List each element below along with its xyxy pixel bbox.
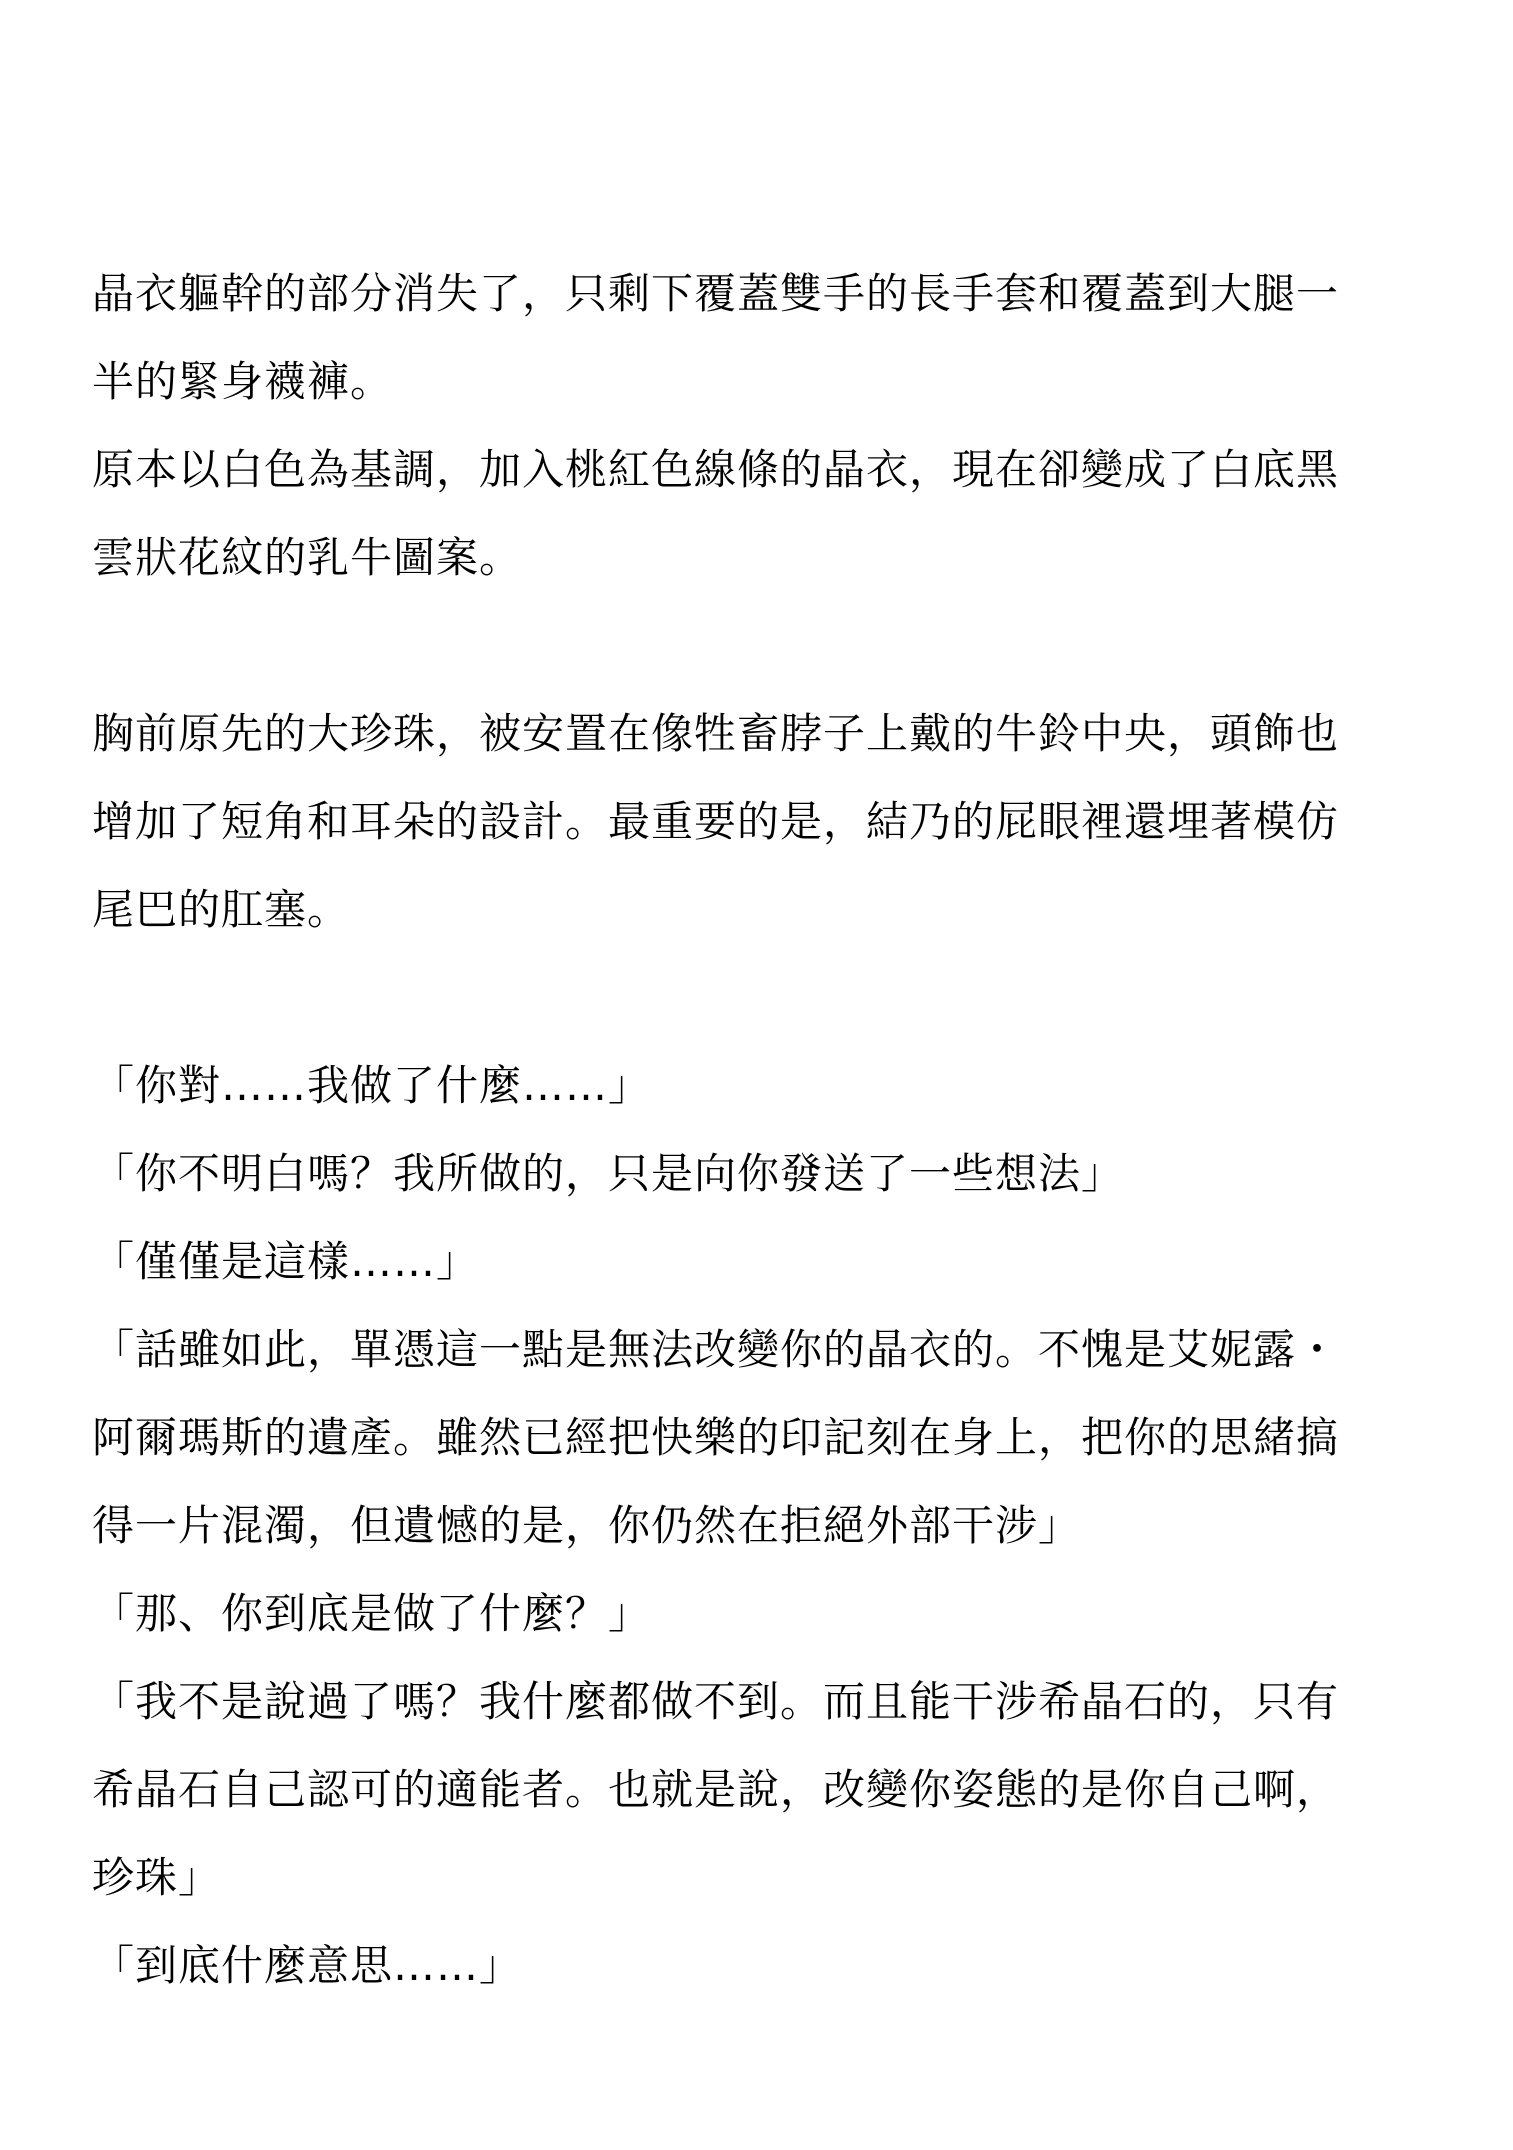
text-line: 半的緊身襪褲。 <box>92 357 394 406</box>
text-line: 尾巴的肛塞。 <box>92 885 351 934</box>
dialogue-line: 阿爾瑪斯的遺產。雖然已經把快樂的印記刻在身上，把你的思緒搞 <box>92 1413 1340 1462</box>
text-line: 原本以白色為基調，加入桃紅色線條的晶衣，現在卻變成了白底黑 <box>92 445 1340 494</box>
dialogue-line: 「僅僅是這樣……」 <box>92 1237 480 1286</box>
text-line: 雲狀花紋的乳牛圖案。 <box>92 533 523 582</box>
dialogue-line: 「我不是說過了嗎？我什麼都做不到。而且能干涉希晶石的，只有 <box>92 1677 1340 1726</box>
dialogue-line: 「到底什麼意思……」 <box>92 1941 523 1990</box>
dialogue-line: 「你對……我做了什麼……」 <box>92 1061 652 1110</box>
paragraph-gap <box>92 954 1432 1042</box>
dialogue-line: 「你不明白嗎？我所做的，只是向你發送了一些想法」 <box>92 1149 1125 1198</box>
dialogue-line: 「那、你到底是做了什麼？」 <box>92 1589 652 1638</box>
text-line: 晶衣軀幹的部分消失了，只剩下覆蓋雙手的長手套和覆蓋到大腿一 <box>92 269 1340 318</box>
dialogue-line: 珍珠」 <box>92 1853 222 1902</box>
paragraph-gap <box>92 602 1432 690</box>
dialogue-line: 「話雖如此，單憑這一點是無法改變你的晶衣的。不愧是艾妮露・ <box>92 1325 1340 1374</box>
body-text <box>92 250 1432 2010</box>
dialogue-line: 希晶石自己認可的適能者。也就是說，改變你姿態的是你自己啊， <box>92 1765 1340 1814</box>
text-line: 胸前原先的大珍珠，被安置在像牲畜脖子上戴的牛鈴中央，頭飾也 <box>92 709 1340 758</box>
dialogue-line: 得一片混濁，但遺憾的是，你仍然在拒絕外部干涉」 <box>92 1501 1082 1550</box>
text-line: 增加了短角和耳朵的設計。最重要的是，結乃的屁眼裡還埋著模仿 <box>92 797 1340 846</box>
